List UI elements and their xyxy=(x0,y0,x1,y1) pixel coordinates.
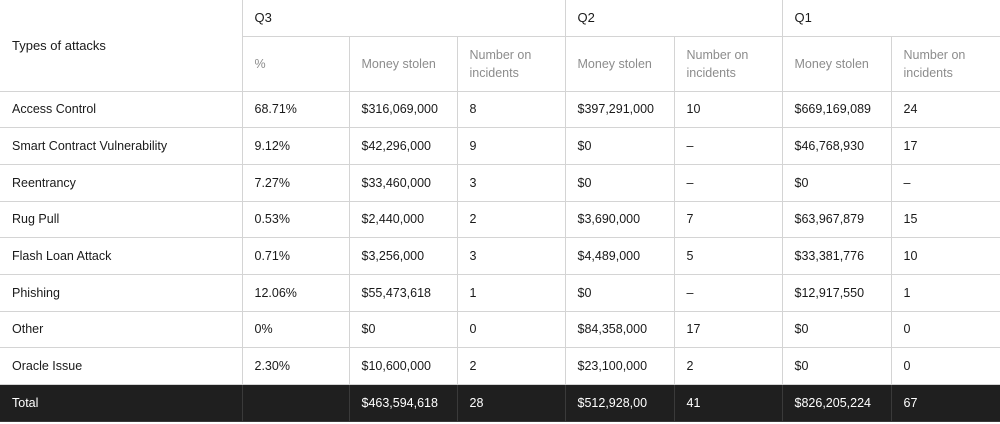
q2-money-header: Money stolen xyxy=(565,36,674,91)
attack-type-cell: Access Control xyxy=(0,91,242,128)
q1-incidents-cell: 0 xyxy=(891,311,1000,348)
q3-percent-cell: 2.30% xyxy=(242,348,349,385)
table-row xyxy=(0,348,1000,385)
quarter-q1-header: Q1 xyxy=(782,0,1000,36)
attack-type-cell: Rug Pull xyxy=(0,201,242,238)
q2-incidents-cell: 10 xyxy=(674,91,782,128)
q3-percent-cell: 68.71% xyxy=(242,91,349,128)
q2-incidents-cell: 17 xyxy=(674,311,782,348)
q1-money-cell: $0 xyxy=(782,164,891,201)
q3-incidents-cell: 0 xyxy=(457,311,565,348)
attack-type-cell: Smart Contract Vulnerability xyxy=(0,128,242,165)
total-q3-incidents-cell: 28 xyxy=(457,385,565,422)
q2-incidents-cell: – xyxy=(674,274,782,311)
table-row xyxy=(0,274,1000,311)
q3-incidents-cell: 2 xyxy=(457,201,565,238)
q2-money-cell: $0 xyxy=(565,128,674,165)
q1-money-cell: $46,768,930 xyxy=(782,128,891,165)
quarter-q2-header: Q2 xyxy=(565,0,782,36)
table-row xyxy=(0,164,1000,201)
total-q3-money-cell: $463,594,618 xyxy=(349,385,457,422)
q2-money-cell: $3,690,000 xyxy=(565,201,674,238)
q3-percent-cell: 0% xyxy=(242,311,349,348)
q2-money-cell: $4,489,000 xyxy=(565,238,674,275)
q3-percent-cell: 0.71% xyxy=(242,238,349,275)
q3-money-cell: $316,069,000 xyxy=(349,91,457,128)
q3-money-cell: $42,296,000 xyxy=(349,128,457,165)
q1-incidents-cell: 24 xyxy=(891,91,1000,128)
table-row xyxy=(0,238,1000,275)
q2-money-cell: $397,291,000 xyxy=(565,91,674,128)
q2-money-cell: $0 xyxy=(565,164,674,201)
q2-money-cell: $0 xyxy=(565,274,674,311)
q3-percent-cell: 7.27% xyxy=(242,164,349,201)
total-label: Total xyxy=(0,385,242,422)
q2-money-cell: $84,358,000 xyxy=(565,311,674,348)
q2-incidents-cell: 5 xyxy=(674,238,782,275)
q3-incidents-cell: 9 xyxy=(457,128,565,165)
q2-incidents-cell: – xyxy=(674,128,782,165)
q1-money-cell: $12,917,550 xyxy=(782,274,891,311)
q2-incidents-cell: – xyxy=(674,164,782,201)
q3-percent-cell: 0.53% xyxy=(242,201,349,238)
q1-incidents-cell: 1 xyxy=(891,274,1000,311)
q3-percent-cell: 9.12% xyxy=(242,128,349,165)
attack-type-cell: Oracle Issue xyxy=(0,348,242,385)
q3-money-cell: $3,256,000 xyxy=(349,238,457,275)
q1-money-cell: $63,967,879 xyxy=(782,201,891,238)
attack-type-cell: Flash Loan Attack xyxy=(0,238,242,275)
q3-incidents-cell: 2 xyxy=(457,348,565,385)
q3-incidents-cell: 3 xyxy=(457,238,565,275)
q3-percent-header: % xyxy=(242,36,349,91)
types-of-attacks-header: Types of attacks xyxy=(0,0,242,91)
table-row xyxy=(0,201,1000,238)
q3-money-cell: $33,460,000 xyxy=(349,164,457,201)
total-q1-money-cell: $826,205,224 xyxy=(782,385,891,422)
q1-money-cell: $669,169,089 xyxy=(782,91,891,128)
q3-incidents-header: Number on incidents xyxy=(457,36,565,91)
q1-money-cell: $33,381,776 xyxy=(782,238,891,275)
total-q2-money-cell: $512,928,00 xyxy=(565,385,674,422)
total-row xyxy=(0,385,1000,422)
q1-incidents-cell: 15 xyxy=(891,201,1000,238)
q3-incidents-cell: 1 xyxy=(457,274,565,311)
quarter-q3-header: Q3 xyxy=(242,0,565,36)
q3-money-cell: $10,600,000 xyxy=(349,348,457,385)
total-q1-incidents-cell: 67 xyxy=(891,385,1000,422)
q2-incidents-cell: 2 xyxy=(674,348,782,385)
total-percent-cell xyxy=(242,385,349,422)
q3-incidents-cell: 8 xyxy=(457,91,565,128)
attack-type-cell: Other xyxy=(0,311,242,348)
table-row xyxy=(0,128,1000,165)
q1-incidents-cell: 0 xyxy=(891,348,1000,385)
q1-incidents-cell: 17 xyxy=(891,128,1000,165)
quarter-header-row xyxy=(0,0,1000,36)
attack-type-cell: Phishing xyxy=(0,274,242,311)
q1-money-cell: $0 xyxy=(782,311,891,348)
q3-money-cell: $2,440,000 xyxy=(349,201,457,238)
q1-incidents-header: Number on incidents xyxy=(891,36,1000,91)
table-row xyxy=(0,91,1000,128)
q3-money-cell: $0 xyxy=(349,311,457,348)
q2-incidents-header: Number on incidents xyxy=(674,36,782,91)
q2-money-cell: $23,100,000 xyxy=(565,348,674,385)
q3-incidents-cell: 3 xyxy=(457,164,565,201)
table-row xyxy=(0,311,1000,348)
q1-incidents-cell: – xyxy=(891,164,1000,201)
q1-incidents-cell: 10 xyxy=(891,238,1000,275)
q3-percent-cell: 12.06% xyxy=(242,274,349,311)
q3-money-header: Money stolen xyxy=(349,36,457,91)
total-q2-incidents-cell: 41 xyxy=(674,385,782,422)
q3-money-cell: $55,473,618 xyxy=(349,274,457,311)
q1-money-header: Money stolen xyxy=(782,36,891,91)
attack-type-cell: Reentrancy xyxy=(0,164,242,201)
q1-money-cell: $0 xyxy=(782,348,891,385)
q2-incidents-cell: 7 xyxy=(674,201,782,238)
